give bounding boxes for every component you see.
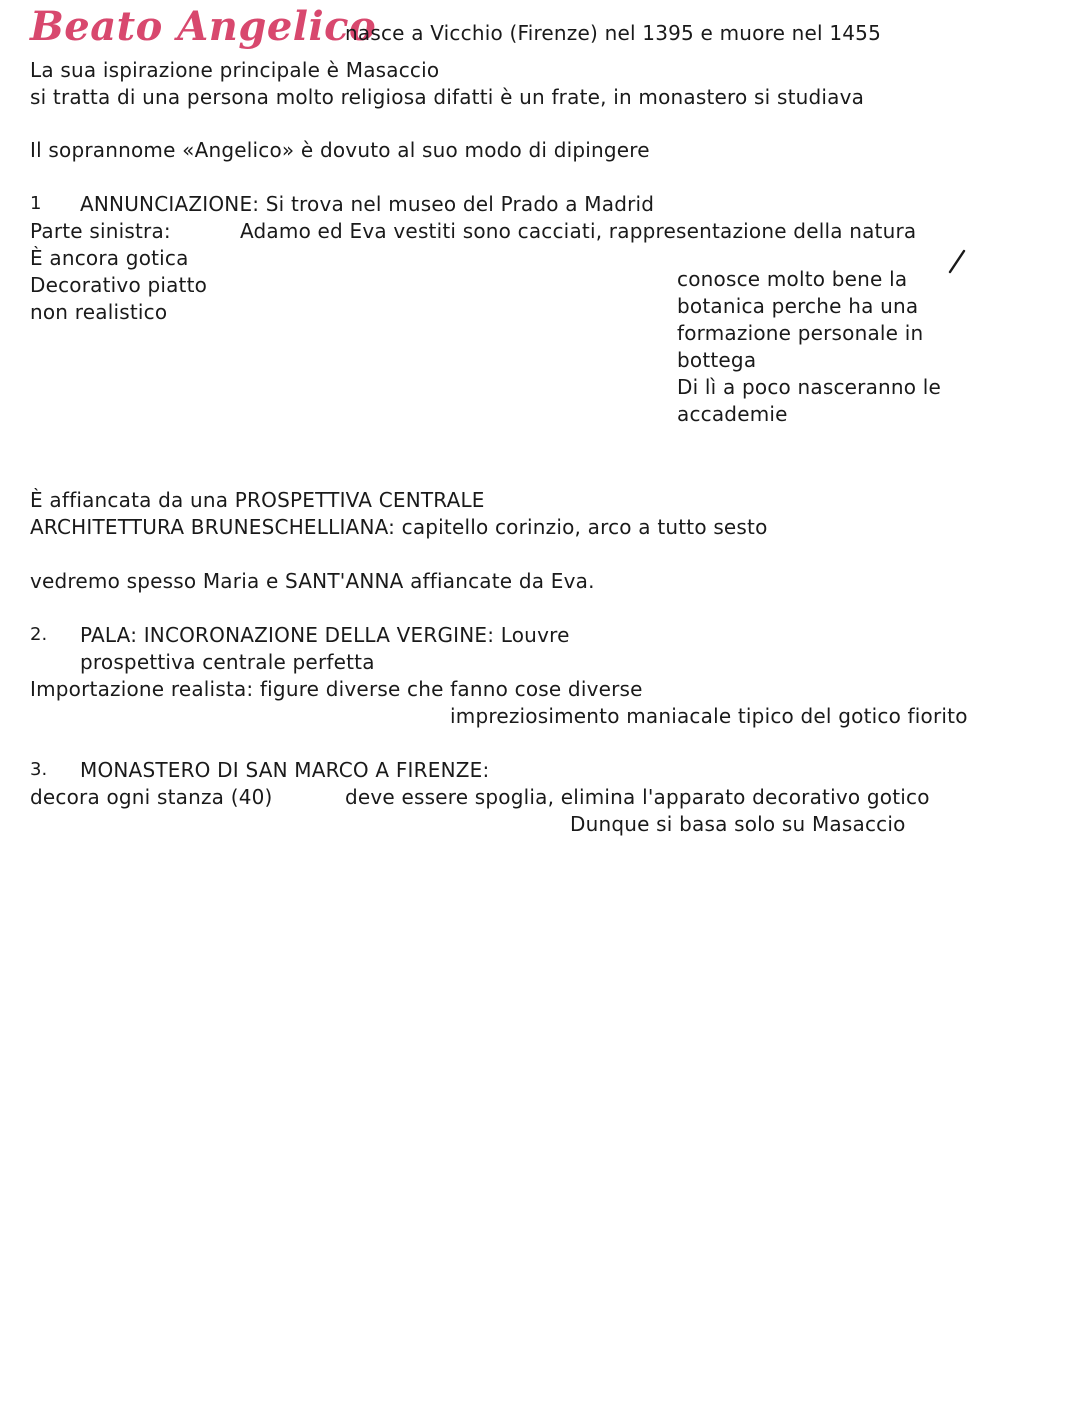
- section2-number: 2.: [30, 624, 48, 645]
- section1-left-label: Parte sinistra:: [30, 219, 171, 243]
- side-note-line: accademie: [677, 402, 788, 426]
- side-note-line: conosce molto bene la: [677, 267, 908, 291]
- arrow-mark-icon: [945, 248, 969, 276]
- section3-masaccio: Dunque si basa solo su Masaccio: [570, 812, 906, 836]
- section3-number: 3.: [30, 759, 48, 780]
- section1-perspective: È affiancata da una PROSPETTIVA CENTRALE: [30, 488, 485, 512]
- section3-bare: deve essere spoglia, elimina l'apparato decorativo gotico: [345, 785, 930, 809]
- side-note-line: bottega: [677, 348, 757, 372]
- inspiration-text: La sua ispirazione principale è Masaccio: [30, 58, 440, 82]
- section2-perspective: prospettiva centrale perfetta: [80, 650, 375, 674]
- side-note-line: Di lì a poco nasceranno le: [677, 375, 942, 399]
- section1-left-text: Adamo ed Eva vestiti sono cacciati, rappresentazione della natura: [240, 219, 917, 243]
- side-note-line: formazione personale in: [677, 321, 924, 345]
- section2-realism: Importazione realista: figure diverse che fanno cose diverse: [30, 677, 643, 701]
- section3-heading: MONASTERO DI SAN MARCO A FIRENZE:: [80, 758, 490, 782]
- section2-embellishment: impreziosimento maniacale tipico del gotico fiorito: [450, 704, 968, 728]
- birth-text: nasce a Vicchio (Firenze) nel 1395 e muore nel 1455: [345, 21, 882, 45]
- page-title: Beato Angelico: [30, 3, 377, 50]
- section1-heading: ANNUNCIAZIONE: Si trova nel museo del Prado a Madrid: [80, 192, 655, 216]
- nickname-text: Il soprannome «Angelico» è dovuto al suo modo di dipingere: [30, 138, 650, 162]
- section1-architecture: ARCHITETTURA BRUNESCHELLIANA: capitello corinzio, arco a tutto sesto: [30, 515, 768, 539]
- section1-not-realistic: non realistico: [30, 300, 168, 324]
- section1-maria: vedremo spesso Maria e SANT'ANNA affiancate da Eva.: [30, 569, 595, 593]
- section1-gothic: È ancora gotica: [30, 246, 189, 270]
- section1-number: 1: [30, 193, 42, 214]
- religious-text: si tratta di una persona molto religiosa difatti è un frate, in monastero si studiava: [30, 85, 865, 109]
- section3-rooms: decora ogni stanza (40): [30, 785, 273, 809]
- section1-decorative: Decorativo piatto: [30, 273, 208, 297]
- side-note-line: botanica perche ha una: [677, 294, 919, 318]
- section2-heading: PALA: INCORONAZIONE DELLA VERGINE: Louvre: [80, 623, 570, 647]
